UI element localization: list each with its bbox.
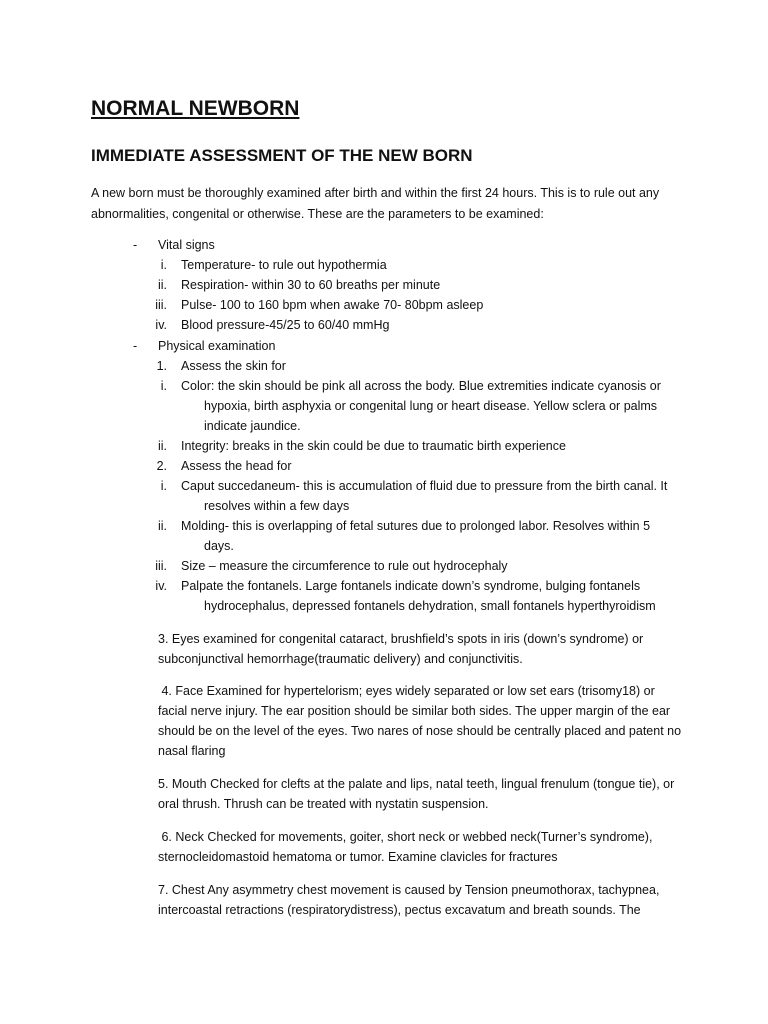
section-heading: IMMEDIATE ASSESSMENT OF THE NEW BORN [91,146,473,165]
skin-item-continued: indicate jaundice. [204,419,301,433]
neck-paragraph: 6. Neck Checked for movements, goiter, short neck or webbed neck(Turner’s syndrome), sternocleidomastoid hematoma or tumor. Examine clavicles for fractures [158,830,656,864]
vital-sign-item: Blood pressure-45/25 to 60/40 mmHg [181,318,390,332]
head-item-continued: days. [204,539,234,553]
list-number: iii. [155,298,167,312]
list-number: iii. [155,559,167,573]
list-bullet: - [133,339,138,353]
head-item: Size – measure the circumference to rule out hydrocephaly [181,559,508,573]
skin-heading: Assess the skin for [181,359,286,373]
list-number: ii. [157,519,167,533]
list-number: iv. [155,579,167,593]
intro-paragraph: A new born must be thoroughly examined after birth and within the first 24 hours. This is to rule out any abnormalities, congenital or otherwise. These are the parameters to be examined: [91,186,660,221]
list-bullet: - [133,238,138,252]
skin-item-continued: hypoxia, birth asphyxia or congenital lung or heart disease. Yellow sclera or palms [204,399,658,413]
list-number: i. [160,258,167,272]
page-title: NORMAL NEWBORN [91,97,300,120]
skin-item: Integrity: breaks in the skin could be due to traumatic birth experience [181,439,566,453]
head-item-continued: resolves within a few days [204,499,350,513]
head-item: Molding- this is overlapping of fetal sutures due to prolonged labor. Resolves within 5 [181,519,651,533]
head-item-continued: hydrocephalus, depressed fontanels dehydration, small fontanels hyperthyroidism [204,599,656,613]
skin-item: Color: the skin should be pink all across the body. Blue extremities indicate cyanosis or [181,379,661,393]
list-number: 2. [156,459,167,473]
mouth-paragraph: 5. Mouth Checked for clefts at the palate and lips, natal teeth, lingual frenulum (tongue tie), or oral thrush. Thrush can be treated with nystatin suspension. [158,777,675,811]
eyes-paragraph: 3. Eyes examined for congenital cataract, brushfield’s spots in iris (down’s syndrome) or subconjunctival hemorrhage(traumatic delivery) and conjunctivitis. [158,632,644,666]
face-paragraph: 4. Face Examined for hypertelorism; eyes widely separated or low set ears (trisomy18) or facial nerve injury. The ear position should be similar both sides. The upper margin of the ear should be on the level of the eyes. Two nares of nose should be centrally placed and patent no nasal flaring [158,684,685,758]
list-number: i. [160,479,167,493]
vital-sign-item: Temperature- to rule out hypothermia [181,258,387,272]
vital-sign-item: Pulse- 100 to 160 bpm when awake 70- 80bpm asleep [181,298,484,312]
chest-paragraph: 7. Chest Any asymmetry chest movement is caused by Tension pneumothorax, tachypnea, intercoastal retractions (respiratorydistress), pectus excavatum and breath sounds. The [158,883,660,917]
head-item: Caput succedaneum- this is accumulation of fluid due to pressure from the birth canal. It [181,479,668,493]
physical-exam-heading: Physical examination [158,339,276,353]
list-number: iv. [155,318,167,332]
list-number: ii. [157,439,167,453]
list-number: 1. [156,359,167,373]
vital-signs-heading: Vital signs [158,238,215,252]
head-heading: Assess the head for [181,459,292,473]
vital-sign-item: Respiration- within 30 to 60 breaths per minute [181,278,441,292]
head-item: Palpate the fontanels. Large fontanels indicate down’s syndrome, bulging fontanels [181,579,641,593]
list-number: i. [160,379,167,393]
list-number: ii. [157,278,167,292]
